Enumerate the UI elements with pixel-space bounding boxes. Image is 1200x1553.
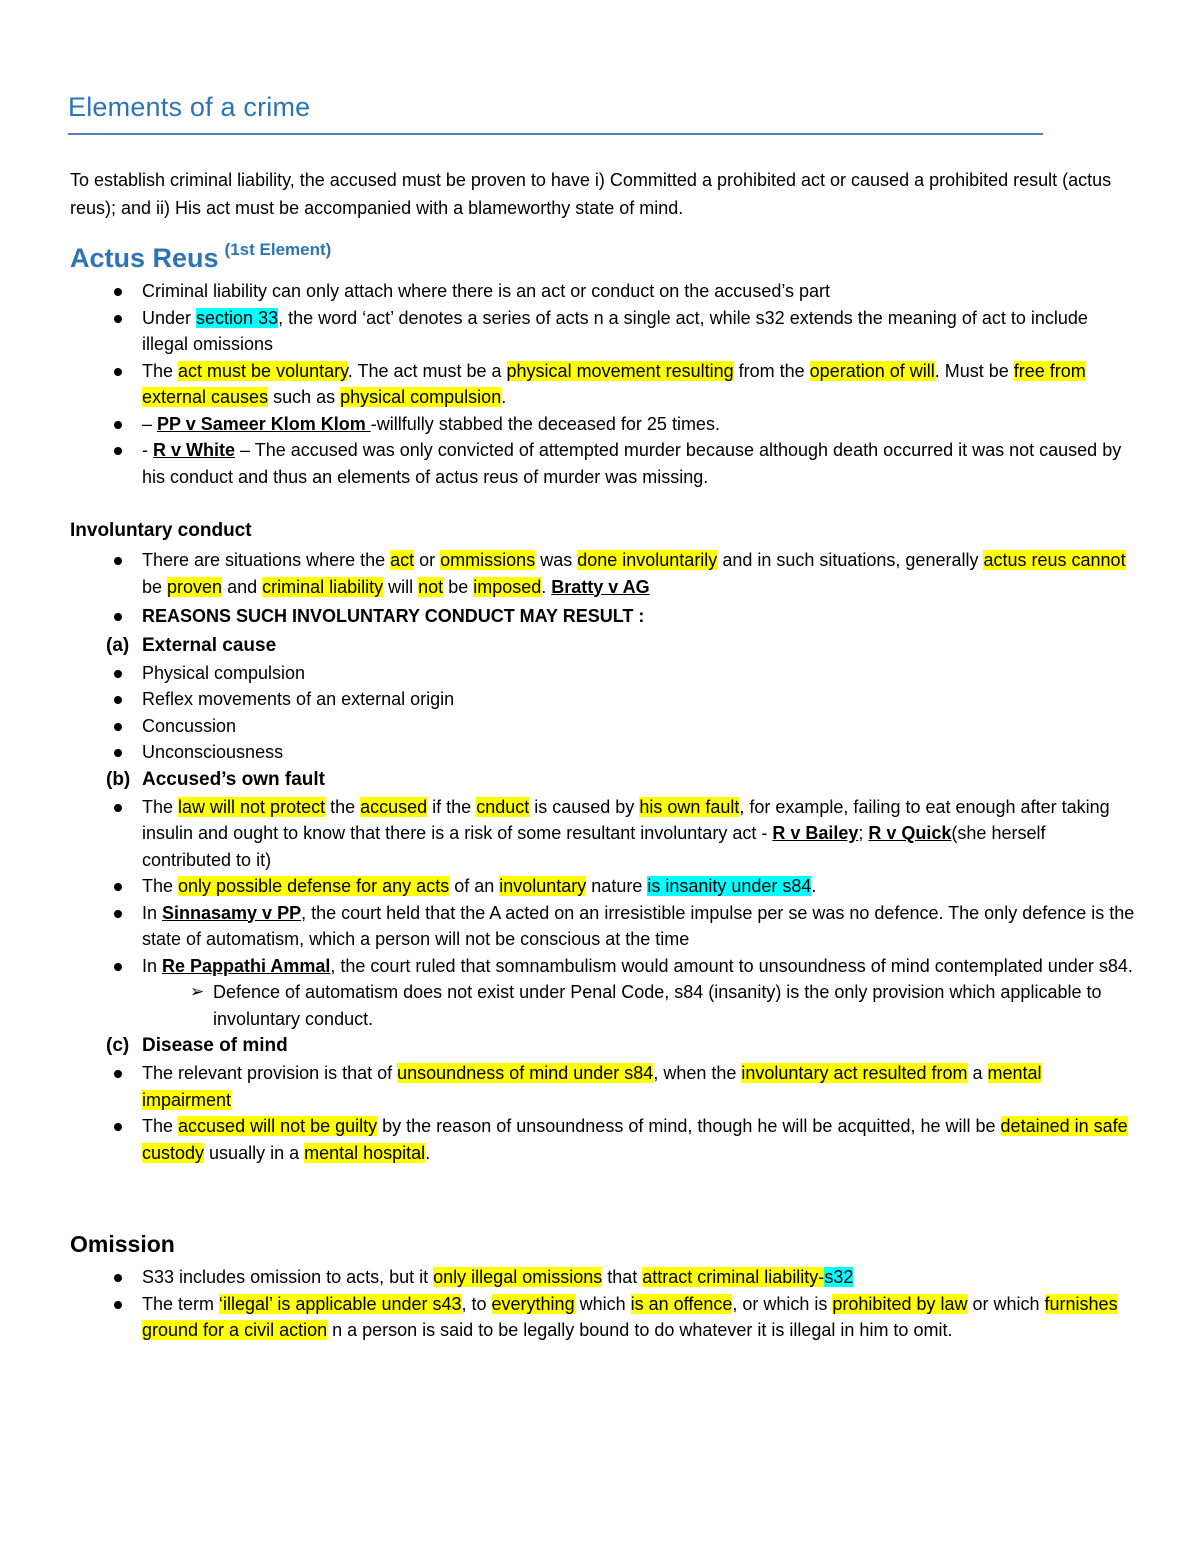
text-run: be: [443, 576, 474, 597]
text-run: ‘illegal’ is applicable under s43: [219, 1293, 462, 1314]
title-rule: [68, 133, 1043, 135]
intro-paragraph: [70, 166, 1130, 222]
text-run: , or which is: [732, 1293, 833, 1314]
text-run: Unconsciousness: [142, 742, 284, 762]
text-run: done involuntarily: [577, 550, 718, 570]
text-run: unsoundness of mind under s84: [397, 1063, 654, 1083]
text-run: The: [142, 796, 179, 817]
text-run: from the: [733, 360, 810, 381]
list-item: [70, 305, 1135, 358]
subsection-a: [70, 632, 1135, 660]
text-run: . The act must be a: [347, 360, 507, 381]
text-run: (c): [106, 1035, 130, 1056]
text-run: and in such situations, generally: [717, 550, 984, 570]
text-run: section 33: [196, 307, 279, 328]
list-item: [70, 1264, 1135, 1291]
text-run: is an offence: [630, 1293, 733, 1314]
text-run: that: [602, 1267, 643, 1287]
text-run: operation of will: [809, 360, 935, 381]
text-run: only possible defense for any acts: [178, 876, 450, 896]
case-name: R v Quick: [868, 823, 952, 843]
text-run: imposed: [473, 576, 542, 597]
text-run: .: [811, 876, 817, 896]
text-run: involuntary: [499, 876, 587, 896]
text-run: S33 includes omission to acts, but it: [142, 1267, 434, 1287]
text-run: attract criminal liability-: [642, 1267, 825, 1287]
list-item: [70, 953, 1135, 980]
list-item: [70, 794, 1135, 874]
text-run: .: [425, 1142, 431, 1163]
text-run: ;: [858, 823, 869, 843]
text-run: his own fault: [639, 796, 740, 817]
text-run: .: [541, 576, 552, 597]
text-run: mental hospital: [304, 1142, 426, 1163]
involuntary-conduct-heading: Involuntary conduct: [70, 520, 252, 541]
text-run: The relevant provision is that of: [142, 1063, 398, 1083]
text-run: -willfully stabbed the deceased for 25 times.: [370, 413, 720, 434]
text-run: is caused by: [529, 796, 640, 817]
case-name: Bratty v AG: [551, 576, 650, 597]
text-run: Under: [142, 307, 197, 328]
list-item: [70, 900, 1135, 953]
text-run: proven: [167, 576, 223, 597]
list-item: [70, 1060, 1135, 1113]
text-run: .: [501, 387, 507, 407]
text-run: , the court ruled that somnambulism would amount to unsoundness of mind contemplated under s84.: [330, 955, 1133, 976]
text-run: free from external causes: [142, 360, 1086, 407]
text-run: , to: [461, 1293, 492, 1314]
text-run: The: [142, 1116, 179, 1136]
text-run: physical movement resulting: [506, 360, 734, 381]
text-run: involuntary act resulted from: [741, 1063, 968, 1083]
list-item: [70, 358, 1135, 411]
text-run: , the court held that the A acted on an irresistible impulse per se was no defence. The only defence is the state of automatism, which a person will not be conscious at the time: [142, 902, 1135, 949]
list-item: [70, 547, 1135, 600]
text-run: not: [418, 576, 444, 597]
text-run: or: [414, 550, 441, 570]
list-item: [70, 739, 1135, 766]
intro-text: To establish criminal liability, the accused must be proven to have i) Committed a prohibited act or caused a prohibited result (actus reus); and ii) His act must be accompanied with a blameworthy state of mind.: [70, 170, 1112, 218]
text-run: be: [142, 576, 168, 597]
text-run: the: [325, 796, 361, 817]
text-run: n a person is said to be legally bound to do whatever it is illegal in him to omit.: [327, 1320, 953, 1340]
case-name: Re Pappathi Ammal: [162, 955, 331, 976]
text-run: (she herself contributed to it): [142, 823, 1046, 870]
text-run: Disease of mind: [142, 1035, 288, 1056]
text-run: criminal liability: [262, 576, 384, 597]
text-run: Concussion: [142, 715, 237, 736]
involuntary-list: [70, 547, 1135, 1166]
text-run: REASONS SUCH INVOLUNTARY CONDUCT MAY RESULT :: [142, 606, 645, 626]
text-run: –: [142, 413, 158, 434]
text-run: There are situations where the: [142, 550, 391, 570]
text-run: , when the: [653, 1063, 742, 1083]
text-run: nature: [586, 876, 648, 896]
text-run: will: [383, 576, 419, 597]
list-item: [70, 660, 1135, 687]
text-run: which: [574, 1293, 631, 1314]
text-run: was: [535, 550, 578, 570]
list-item: [70, 603, 1135, 630]
text-run: act: [390, 550, 415, 570]
text-run: prohibited by law: [832, 1293, 968, 1314]
text-run: Reflex movements of an external origin: [142, 689, 455, 709]
case-name: Sinnasamy v PP: [162, 902, 302, 923]
text-run: accused will not be guilty: [178, 1116, 378, 1136]
list-item: [70, 713, 1135, 740]
text-run: The: [142, 876, 179, 896]
text-run: is insanity under s84: [647, 876, 812, 896]
text-run: if the: [427, 796, 477, 817]
text-run: Physical compulsion: [142, 662, 306, 683]
text-run: mental impairment: [142, 1063, 1042, 1110]
omission-heading: Omission: [70, 1231, 175, 1257]
text-run: (a): [106, 634, 130, 656]
text-run: . Must be: [934, 360, 1014, 381]
text-run: cnduct: [476, 796, 530, 817]
text-run: , for example, failing to eat enough after taking insulin and ought to know that there is a risk of some resultant involuntary act -: [142, 796, 1110, 843]
text-run: usually in a: [204, 1142, 305, 1163]
case-name: R v Bailey: [772, 823, 859, 843]
text-run: – The accused was only convicted of attempted murder because although death occurred it was not caused by his conduct and thus an elements of actus reus of murder was missing.: [142, 440, 1122, 487]
list-item: [70, 686, 1135, 713]
text-run: of an: [449, 876, 500, 896]
page-title: Elements of a crime: [68, 92, 311, 122]
list-item: [70, 411, 1135, 438]
text-run: Accused’s own fault: [142, 768, 325, 790]
case-name: PP v Sameer Klom Klom: [157, 413, 371, 434]
list-item: [70, 873, 1135, 900]
text-run: detained in safe custody: [142, 1116, 1128, 1163]
text-run: accused: [360, 796, 428, 817]
text-run: The term: [142, 1293, 220, 1314]
text-run: s32: [824, 1267, 854, 1287]
text-run: a: [967, 1063, 988, 1083]
text-run: such as: [268, 387, 341, 407]
text-run: In: [142, 955, 163, 976]
text-run: only illegal omissions: [433, 1267, 603, 1287]
text-run: act must be voluntary: [178, 360, 348, 381]
text-run: actus reus cannot: [983, 550, 1126, 570]
text-run: or which: [967, 1293, 1045, 1314]
list-item: [70, 437, 1135, 490]
omission-list: [70, 1264, 1135, 1344]
subsection-b: [70, 766, 1135, 794]
text-run: Criminal liability can only attach where there is an act or conduct on the accused’s part: [142, 281, 831, 301]
text-run: Defence of automatism does not exist under Penal Code, s84 (insanity) is the only provision which applicable to involuntary conduct.: [213, 982, 1102, 1029]
subsection-c: [70, 1032, 1135, 1060]
actus-reus-title: Actus Reus: [70, 243, 219, 273]
case-name: R v White: [153, 440, 236, 460]
text-run: by the reason of unsoundness of mind, though he will be acquitted, he will be: [377, 1116, 1001, 1136]
text-run: law will not protect: [178, 796, 326, 817]
text-run: In: [142, 902, 163, 923]
text-run: and: [222, 576, 263, 597]
actus-reus-sup: (1st Element): [224, 240, 332, 259]
actus-reus-heading: [70, 240, 331, 274]
arrow-bullet-icon: ➢: [190, 982, 205, 1001]
list-item: [70, 1291, 1135, 1344]
text-run: , the word ‘act’ denotes a series of acts n a single act, while s32 extends the meaning of act to include illegal omissions: [142, 307, 1088, 354]
text-run: furnishes ground for a civil action: [142, 1293, 1118, 1340]
text-run: The: [142, 360, 179, 381]
list-item: [70, 1113, 1135, 1166]
text-run: everything: [491, 1293, 575, 1314]
actus-reus-list: [70, 278, 1135, 490]
text-run: (b): [106, 768, 131, 790]
text-run: External cause: [142, 634, 277, 656]
text-run: physical compulsion: [340, 387, 502, 407]
arrow-list-item: [70, 979, 1135, 1032]
text-run: ommissions: [440, 550, 536, 570]
text-run: -: [142, 440, 153, 460]
list-item: [70, 278, 1135, 305]
